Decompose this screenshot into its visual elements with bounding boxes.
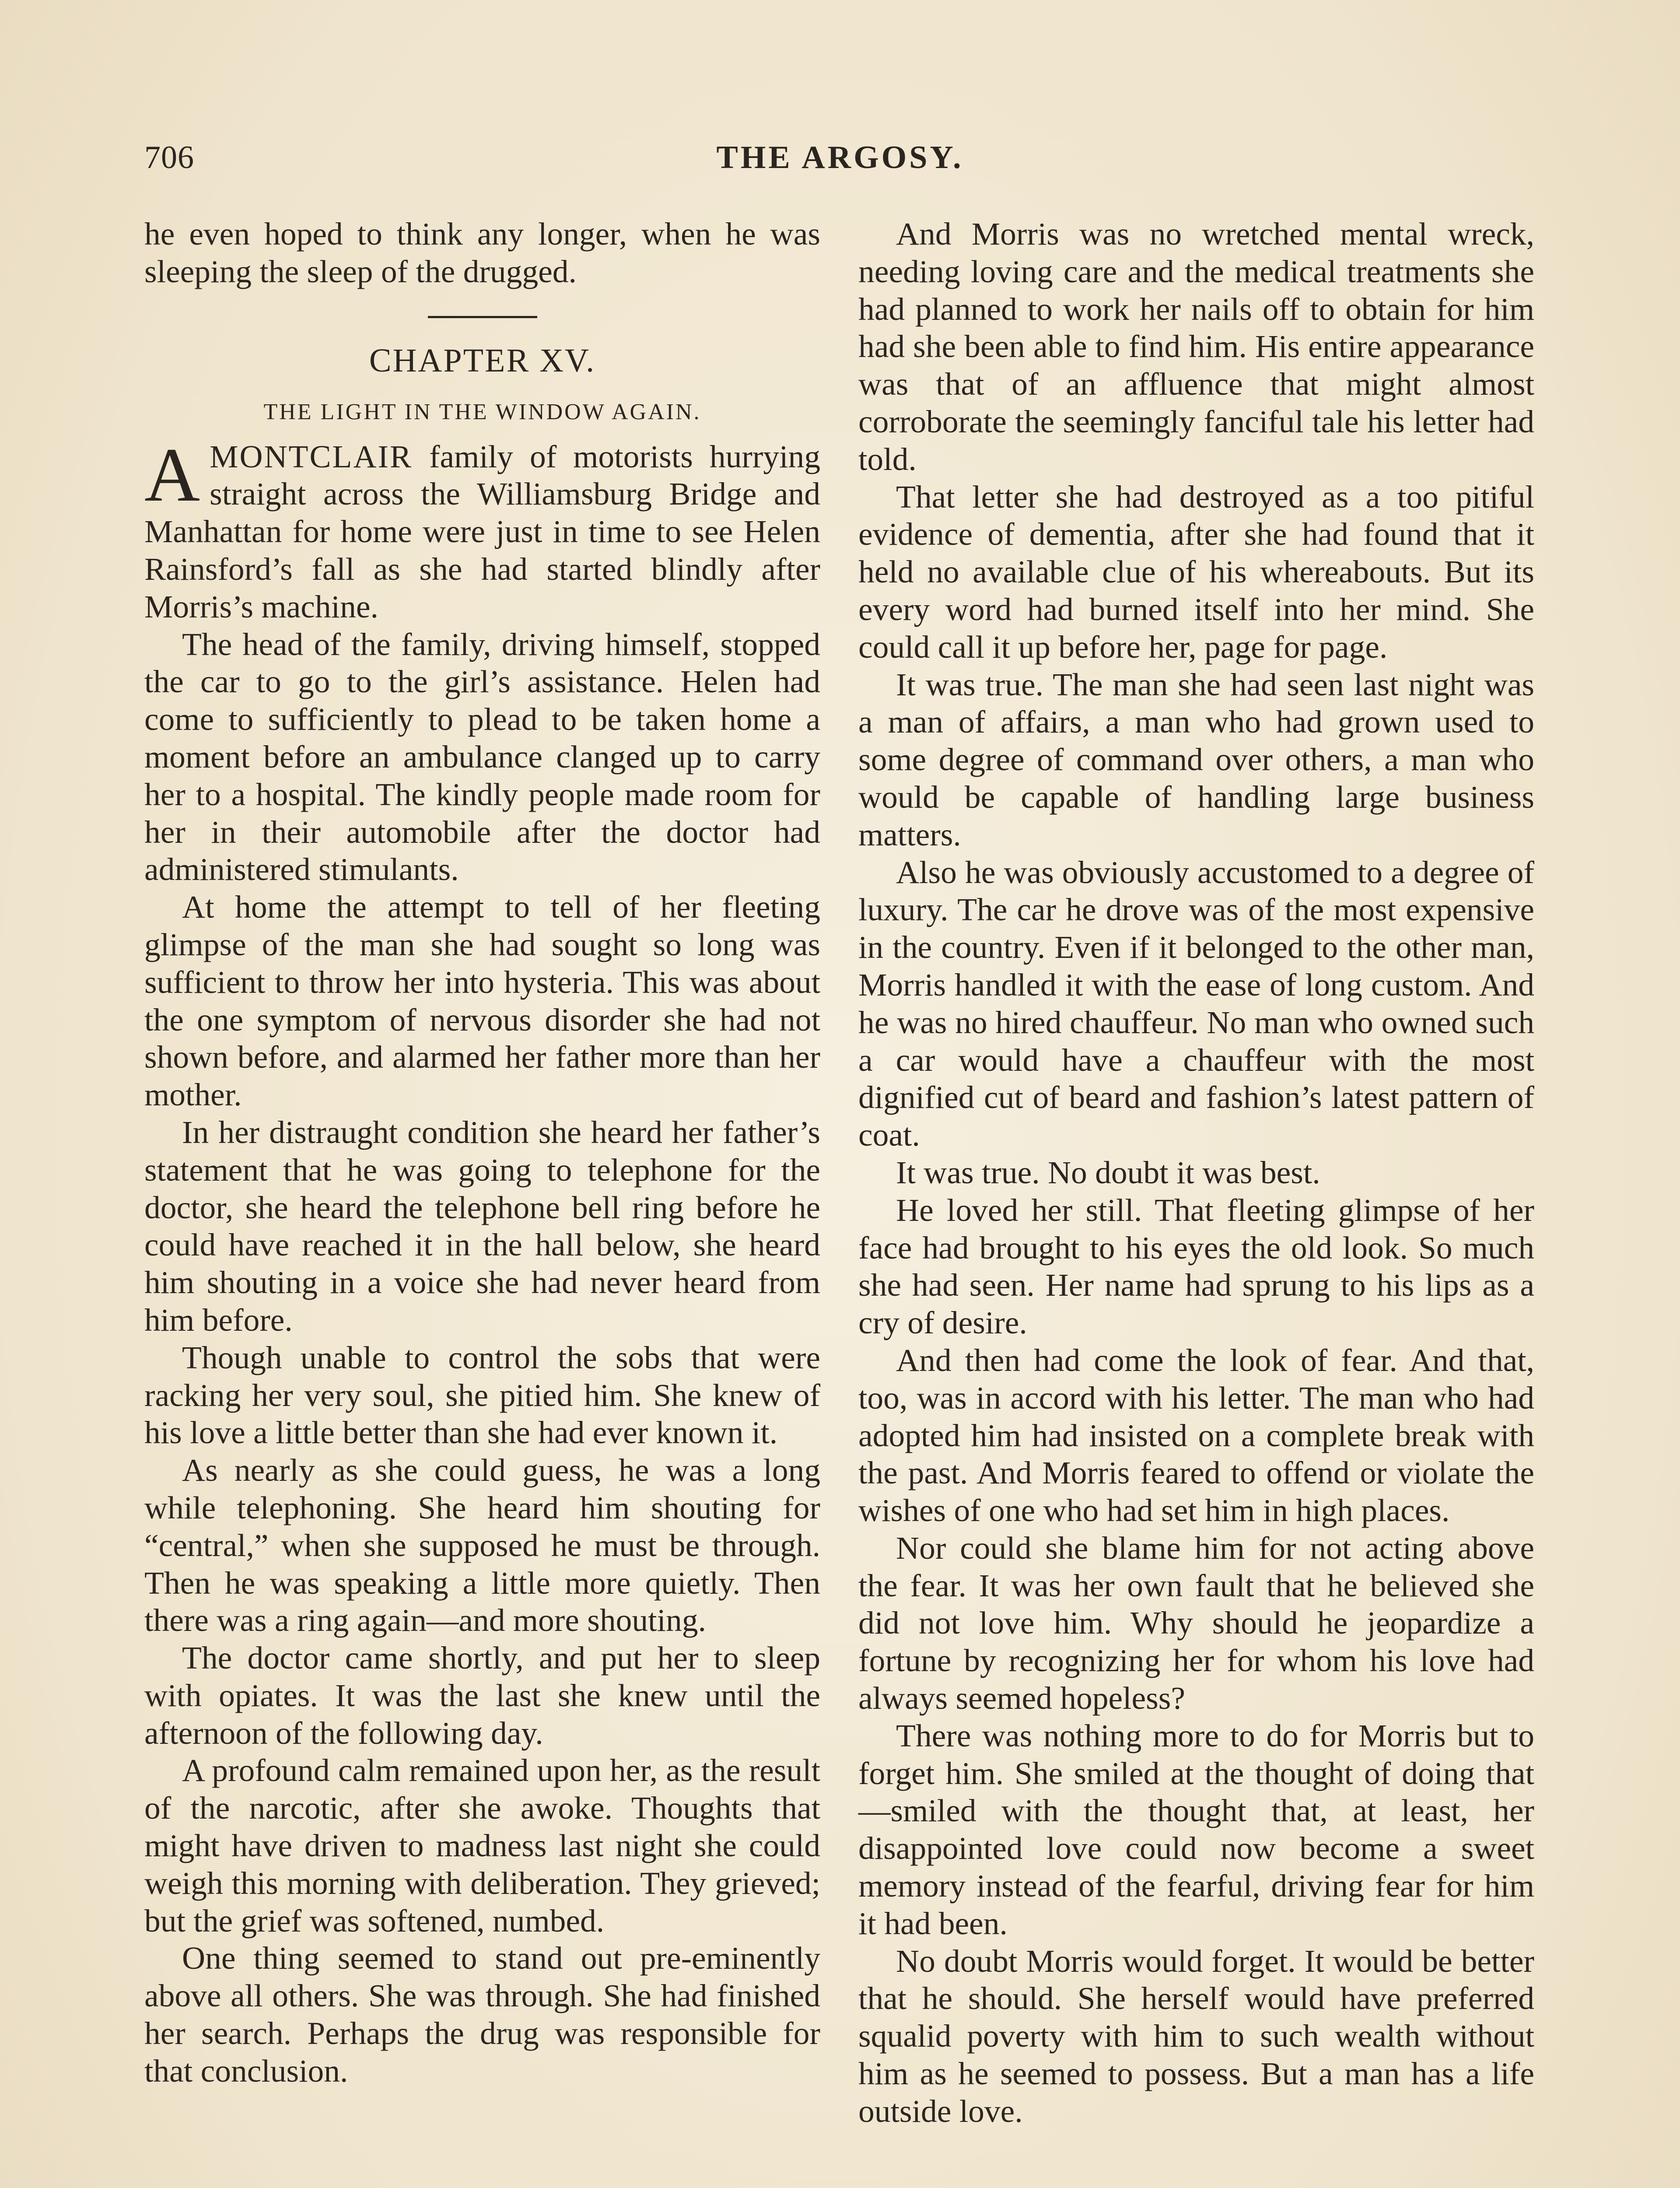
opening-paragraph [144,432,820,626]
paragraph-text: family of motorists hurrying straight across the Williamsburg Bridge and Manhattan for home were just in time to see Helen Rainsford’s fall as she had started blindly after Morris’s machine. [144,438,820,624]
paragraph: It was true. The man she had seen last night was a man of affairs, a man who had grown used to some degree of command over others, a man who would be capable of handling large business matters. [858,666,1534,852]
paragraph: The head of the family, driving himself, stopped the car to go to the girl’s assistance. Helen had come to sufficiently to plead to be taken home a moment before an ambulance clanged up to carry her to a hospital. The kindly people made room for her in their automobile after the doctor had administered stimulants. [144,626,820,887]
paragraph: As nearly as she could guess, he was a long while telephoning. She heard him shouting for “central,” when she supposed he must be through. Then he was speaking a little more quietly. Then there was a ring again—and more shouting. [144,1452,820,1638]
paragraph: And Morris was no wretched mental wreck, needing loving care and the medical treatments she had planned to work her nails off to obtain for him had she been able to find him. His entire appearance was that of an affluence that might almost corroborate the seemingly fanciful tale his letter had told. [858,216,1534,477]
paragraph: No doubt Morris would forget. It would be better that he should. She herself would have preferred squalid poverty with him to such wealth without him as he seemed to possess. But a man has a life outside love. [858,1943,1534,2129]
drop-cap: A [144,432,200,518]
chapter-title: CHAPTER XV. [369,342,596,379]
small-caps-word: MONTCLAIR [210,438,413,474]
paragraph: The doctor came shortly, and put her to sleep with opiates. It was the last she knew until the afternoon of the following day. [144,1640,820,1751]
left-column [144,215,820,2090]
paragraph: Though unable to control the sobs that were racking her very soul, she pitied him. She knew of his love a little better than she had ever known it. [144,1339,820,1451]
paragraph: Also he was obviously accustomed to a degree of luxury. The car he drove was of the most expensive in the country. Even if it belonged to the other man, Morris handled it with the ease of long custom. And he was no hired chauffeur. No man who owned such a car would have a chauffeur with the most dignified cut of beard and fashion’s latest pattern of coat. [858,854,1534,1153]
paragraph: That letter she had destroyed as a too pitiful evidence of dementia, after she had found that it held no available clue of his whereabouts. But its every word had burned itself into her mind. She could call it up before her, page for page. [858,479,1534,665]
paragraph: he even hoped to think any longer, when he was sleeping the sleep of the drugged. [144,216,820,289]
page-header [144,139,1536,187]
paragraph: One thing seemed to stand out pre-eminently above all others. She was through. She had finished her search. Perhaps the drug was responsible for that conclusion. [144,1940,820,2089]
paragraph: There was nothing more to do for Morris but to forget him. She smiled at the thought of doing that—smiled with the thought that, at least, her disappointed love could now become a sweet memory instead of the fearful, driving fear for him it had been. [858,1718,1534,1941]
page-number: 706 [144,140,194,175]
paragraph: He loved her still. That fleeting glimpse of her face had brought to his eyes the old look. So much she had seen. Her name had sprung to his lips as a cry of desire. [858,1192,1534,1341]
paragraph: It was true. No doubt it was best. [896,1154,1320,1190]
right-column [858,215,1534,2130]
paragraph: Nor could she blame him for not acting above the fear. It was her own fault that he believed she did not love him. Why should he jeopardize a fortune by recognizing her for whom his love had always seemed hopeless? [858,1530,1534,1716]
paragraph: In her distraught condition she heard her father’s statement that he was going to telephone for the doctor, she heard the telephone bell ring before he could have reached it in the hall below, she heard him shouting in a voice she had never heard from him before. [144,1114,820,1338]
section-divider [428,316,537,318]
running-head: THE ARGOSY. [716,140,964,175]
chapter-subtitle: THE LIGHT IN THE WINDOW AGAIN. [263,399,701,424]
paragraph: At home the attempt to tell of her fleeting glimpse of the man she had sought so long was sufficient to throw her into hysteria. This was about the one symptom of nervous disorder she had not shown before, and alarmed her father more than her mother. [144,889,820,1113]
paragraph: A profound calm remained upon her, as the result of the narcotic, after she awoke. Thoughts that might have driven to madness last night she could weigh this morning with deliberation. They grieved; but the grief was softened, numbed. [144,1753,820,1939]
paragraph: And then had come the look of fear. And that, too, was in accord with his letter. The man who had adopted him had insisted on a complete break with the past. And Morris feared to offend or violate the wishes of one who had set him in high places. [858,1342,1534,1529]
